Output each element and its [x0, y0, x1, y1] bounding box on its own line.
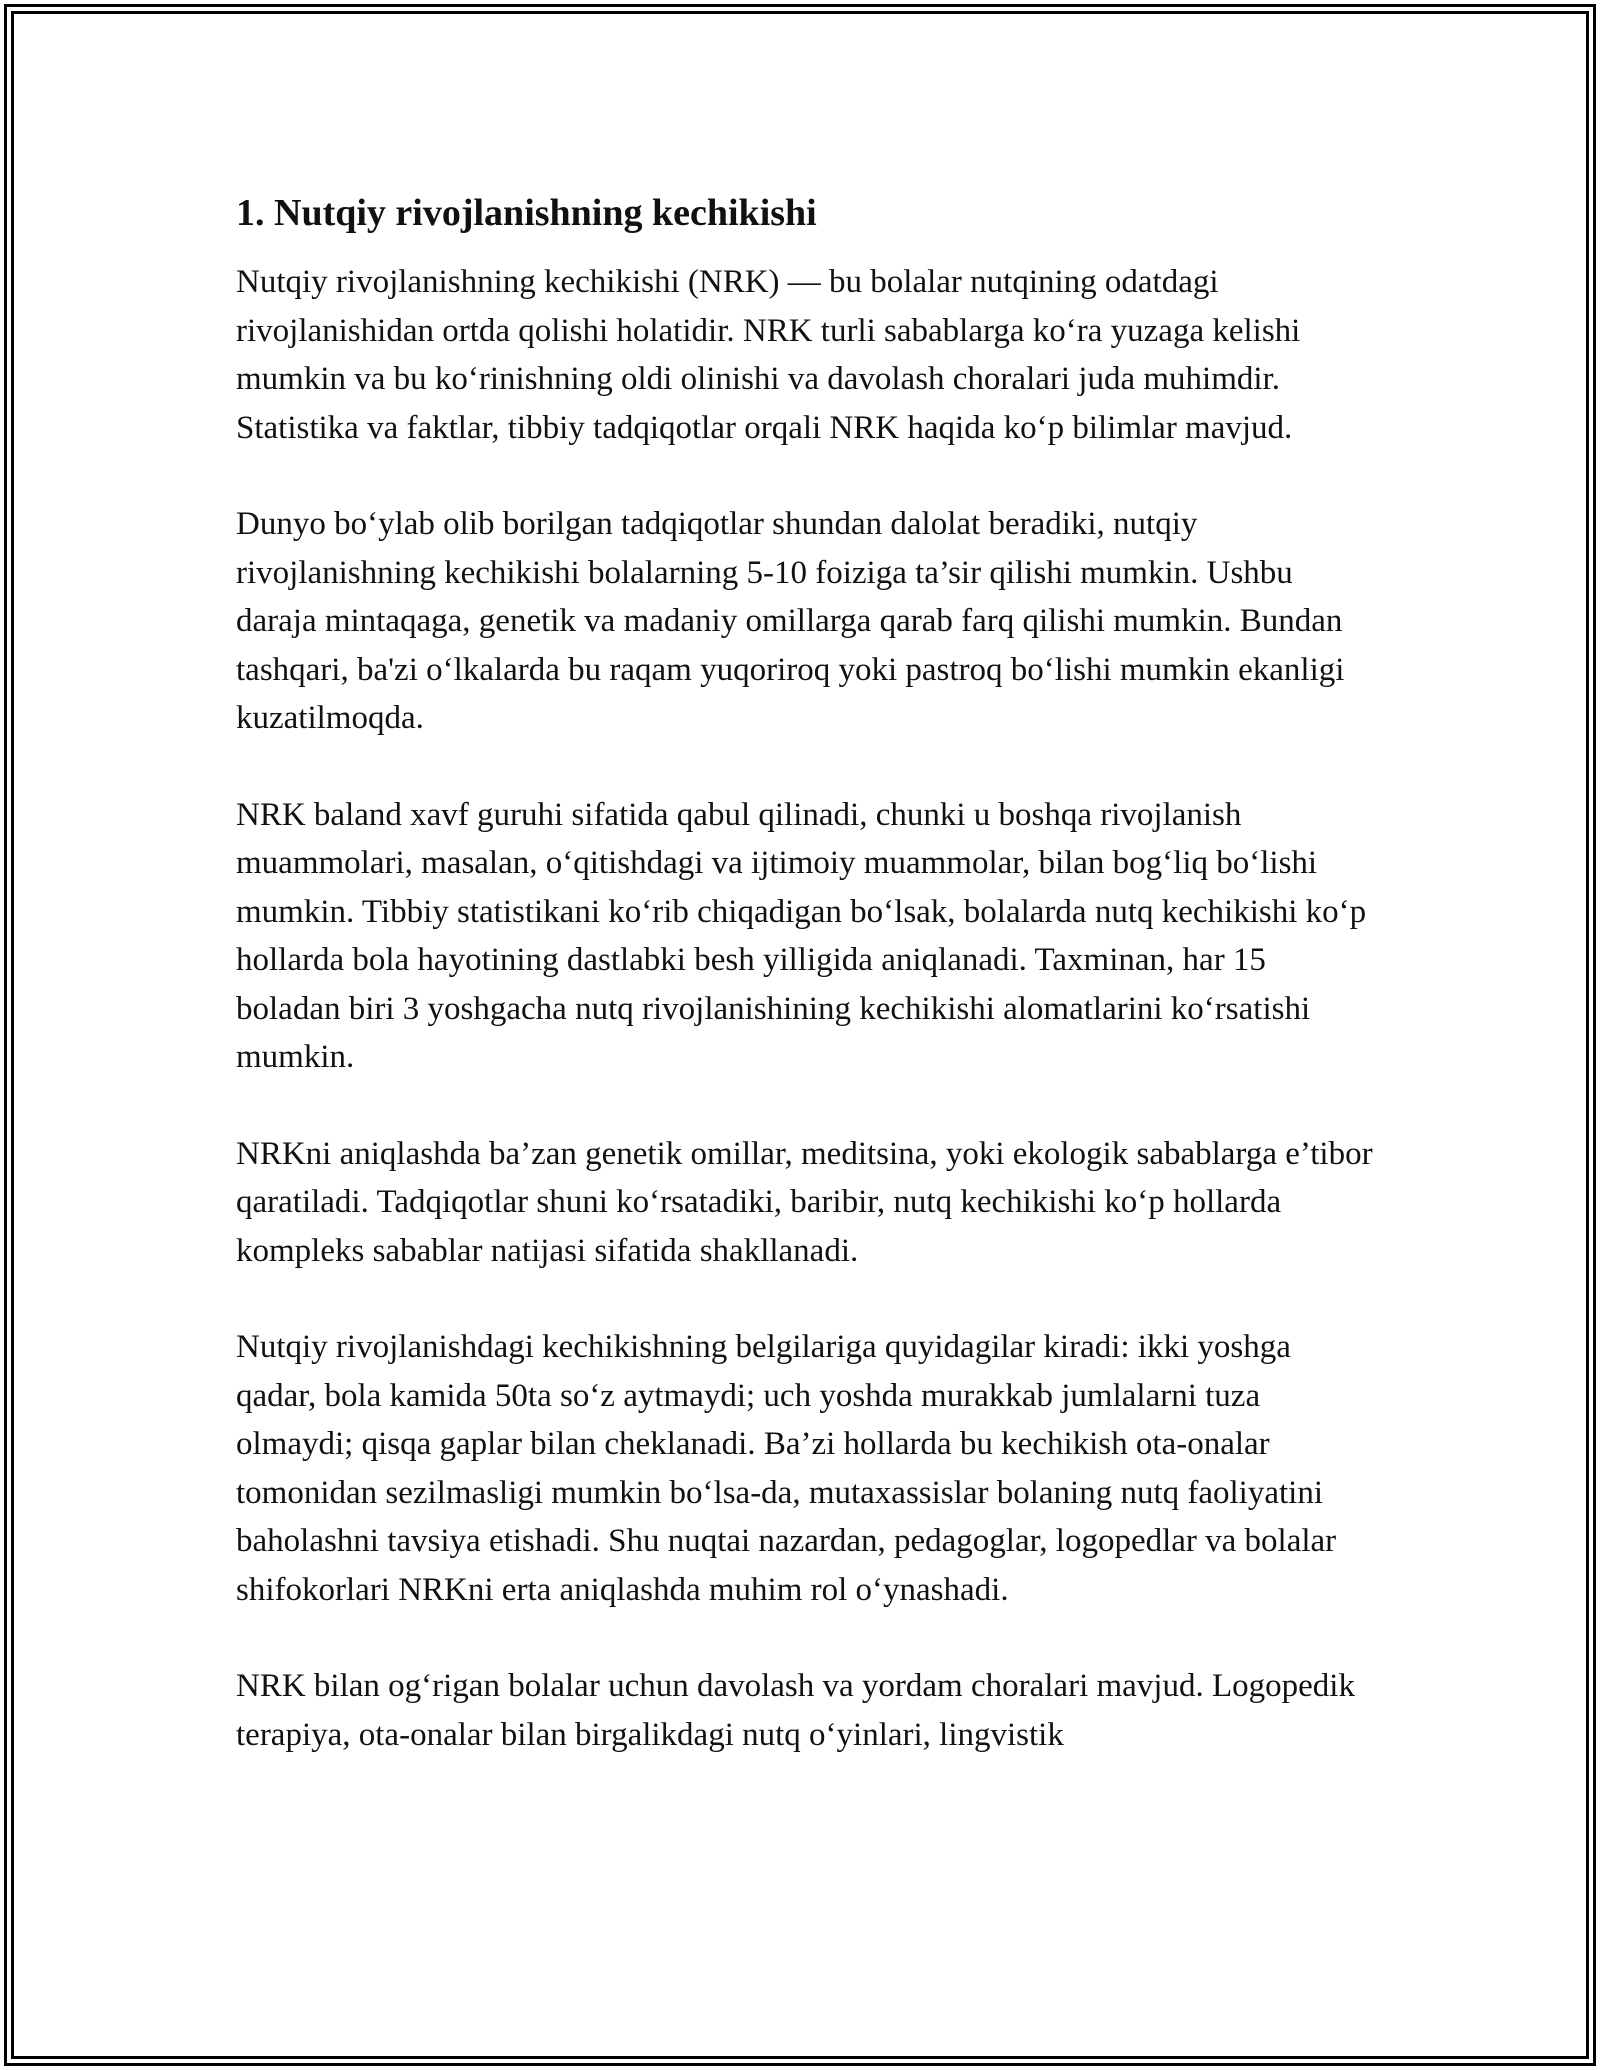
- document-body: [236, 186, 1376, 1807]
- paragraph-causes: NRKni aniqlashda ba’zan genetik omillar, meditsina, yoki ekologik sabablarga e’tibor qaratiladi. Tadqiqotlar shuni ko‘rsatadiki, baribir, nutq kechikishi ko‘p hollarda kompleks sabablar natijasi sifatida shakllanadi.: [236, 1135, 1373, 1269]
- paragraph-risk-group: NRK baland xavf guruhi sifatida qabul qilinadi, chunki u boshqa rivojlanish muammolari, masalan, o‘qitishdagi va ijtimoiy muammolar, bilan bog‘liq bo‘lishi mumkin. Tibbiy statistikani ko‘rib chiqadigan bo‘lsak, bolalarda nutq kechikishi ko‘p hollarda bola hayotining dastlabki besh yilligida aniqlanadi. Taxminan, har 15 boladan biri 3 yoshgacha nutq rivojlanishining kechikishi alomatlarini ko‘rsatishi mumkin.: [236, 796, 1367, 1075]
- paragraph-signs: Nutqiy rivojlanishdagi kechikishning belgilariga quyidagilar kiradi: ikki yoshga qadar, bola kamida 50ta so‘z aytmaydi; uch yoshda murakkab jumlalarni tuza olmaydi; qisqa gaplar bilan cheklanadi. Ba’zi hollarda bu kechikish ota-onalar tomonidan sezilmasligi mumkin bo‘lsa-da, mutaxassislar bolaning nutq faoliyatini baholashni tavsiya etishadi. Shu nuqtai nazardan, pedagoglar, logopedlar va bolalar shifokorlari NRKni erta aniqlashda muhim rol o‘ynashadi.: [236, 1329, 1337, 1608]
- paragraph-prevalence: Dunyo bo‘ylab olib borilgan tadqiqotlar shundan dalolat beradiki, nutqiy rivojlanishning kechikishi bolalarning 5-10 foiziga ta’sir qilishi mumkin. Ushbu daraja mintaqaga, genetik va madaniy omillarga qarab farq qilishi mumkin. Bundan tashqari, ba'zi o‘lkalarda bu raqam yuqoriroq yoki pastroq bo‘lishi mumkin ekanligi kuzatilmoqda.: [236, 506, 1345, 736]
- paragraph-intro: Nutqiy rivojlanishning kechikishi (NRK) — bu bolalar nutqining odatdagi rivojlanishidan ortda qolishi holatidir. NRK turli sabablarga ko‘ra yuzaga kelishi mumkin va bu ko‘rinishning oldi olinishi va davolash choralari juda muhimdir. Statistika va faktlar, tibbiy tadqiqotlar orqali NRK haqida ko‘p bilimlar mavjud.: [236, 264, 1301, 446]
- paragraph-treatment: NRK bilan og‘rigan bolalar uchun davolash va yordam choralari mavjud. Logopedik terapiya, ota-onalar bilan birgalikdagi nutq o‘yinlari, lingvistik: [236, 1668, 1355, 1753]
- section-heading: 1. Nutqiy rivojlanishning kechikishi: [236, 192, 817, 234]
